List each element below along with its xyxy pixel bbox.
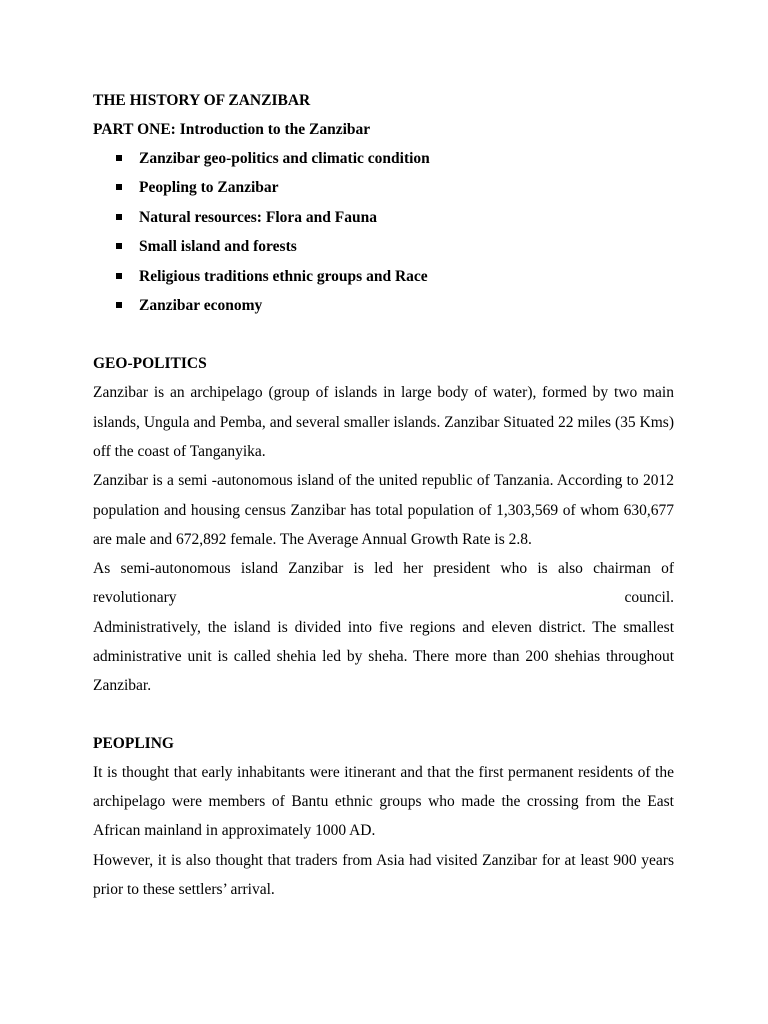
topic-label: Zanzibar geo-politics and climatic condition (139, 150, 430, 167)
geo-politics-paragraph: Zanzibar is a semi -autonomous island of the united republic of Tanzania. According to 2012 population and housing census Zanzibar has total population of 1,303,569 of whom 630,677 are male and 672,892 female. The Average Annual Growth Rate is 2.8. (93, 472, 674, 548)
square-bullet-icon (116, 273, 122, 279)
square-bullet-icon (116, 243, 122, 249)
list-item (93, 144, 674, 173)
topic-label: Zanzibar economy (139, 296, 263, 314)
blank-line (93, 701, 674, 729)
topic-list (93, 144, 674, 320)
peopling-paragraph: However, it is also thought that traders from Asia had visited Zanzibar for at least 900 years prior to these settlers’ arrival. (93, 851, 674, 898)
list-item (93, 262, 674, 291)
list-item (93, 232, 674, 261)
list-item (93, 291, 674, 320)
topic-label: Religious traditions ethnic groups and Race (139, 267, 428, 285)
part-heading: PART ONE: Introduction to the Zanzibar (93, 121, 371, 138)
document-title: THE HISTORY OF ZANZIBAR (93, 92, 311, 109)
document-body (93, 86, 674, 904)
peopling-paragraph: It is thought that early inhabitants were itinerant and that the first permanent residents of the archipelago were members of Bantu ethnic groups who made the crossing from the East African mainland in approximately 1000 AD. (93, 763, 674, 840)
geo-politics-paragraph: Administratively, the island is divided into five regions and eleven district. The smallest administrative unit is called shehia led by sheha. There more than 200 shehias throughout Zanzibar. (93, 618, 674, 695)
topic-label: Natural resources: Flora and Fauna (139, 208, 377, 226)
geo-politics-paragraph: Zanzibar is an archipelago (group of islands in large body of water), formed by two main islands, Ungula and Pemba, and several smaller islands. Zanzibar Situated 22 miles (35 Kms) off the coast of Tanganyika. (93, 384, 674, 460)
topic-label: Small island and forests (139, 238, 297, 256)
geo-politics-heading: GEO-POLITICS (93, 355, 207, 373)
square-bullet-icon (116, 155, 122, 161)
blank-line (93, 320, 674, 349)
list-item (93, 203, 674, 232)
square-bullet-icon (116, 302, 122, 308)
square-bullet-icon (116, 214, 122, 220)
geo-politics-paragraph: As semi-autonomous island Zanzibar is led her president who is also chairman of revolutionary council. (93, 560, 674, 607)
topic-label: Peopling to Zanzibar (139, 179, 279, 197)
peopling-heading: PEOPLING (93, 734, 174, 752)
list-item (93, 173, 674, 202)
square-bullet-icon (116, 184, 122, 190)
